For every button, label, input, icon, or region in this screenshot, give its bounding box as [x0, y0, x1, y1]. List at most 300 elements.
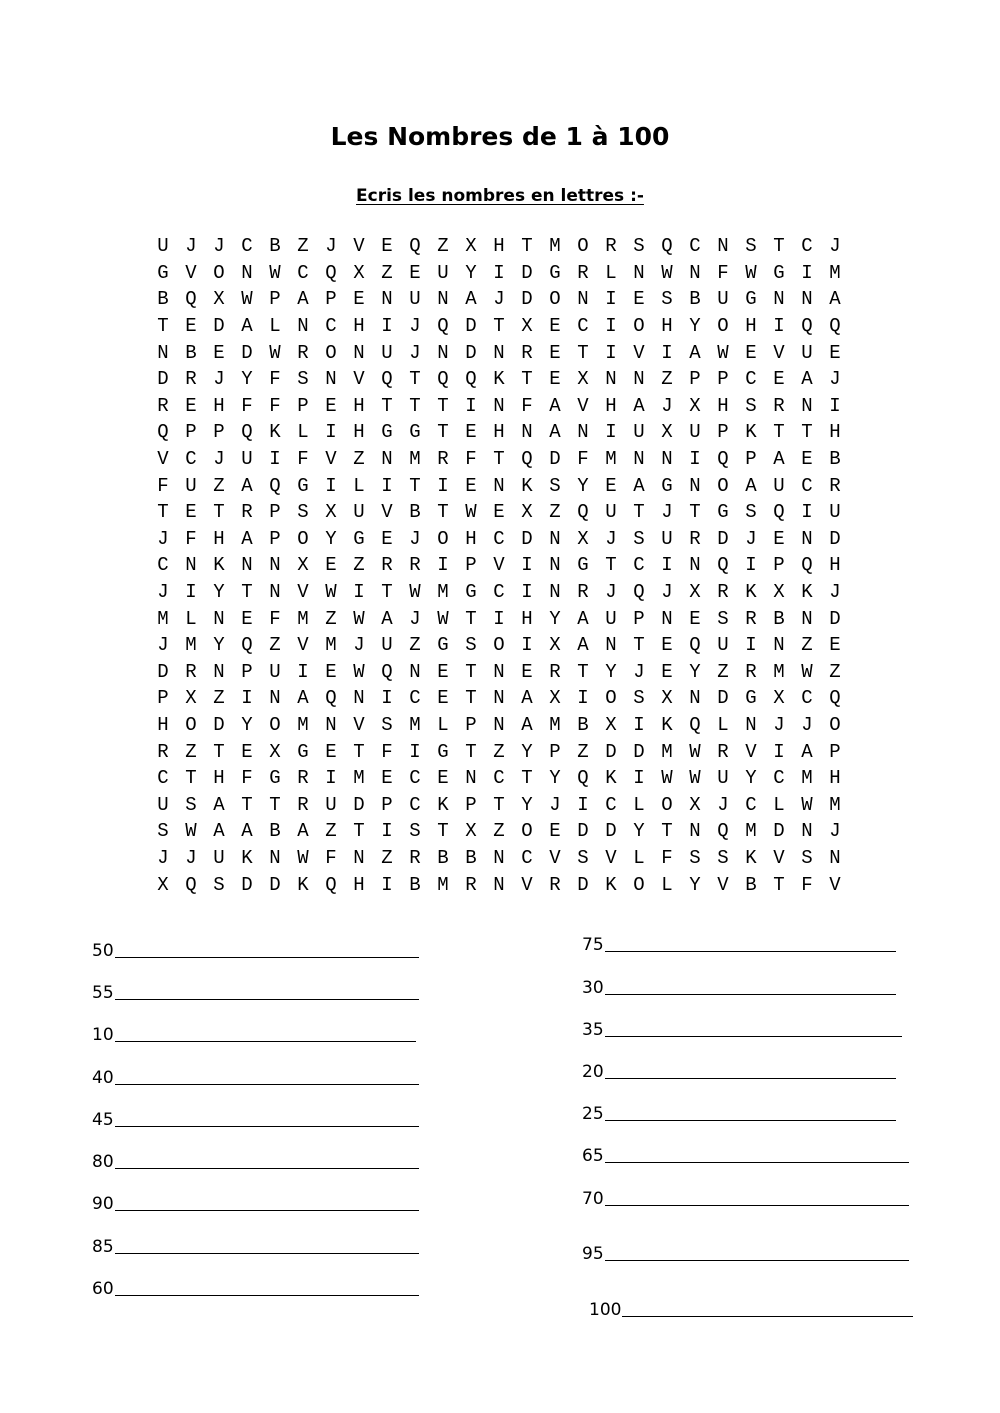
- grid-letter[interactable]: Q: [325, 873, 337, 896]
- grid-letter[interactable]: T: [605, 554, 617, 577]
- grid-letter[interactable]: R: [745, 607, 757, 630]
- grid-letter[interactable]: R: [297, 793, 309, 816]
- grid-letter[interactable]: Q: [829, 687, 841, 710]
- grid-letter[interactable]: Y: [605, 660, 617, 683]
- grid-letter[interactable]: T: [577, 660, 589, 683]
- grid-letter[interactable]: N: [353, 846, 365, 869]
- grid-letter[interactable]: R: [465, 873, 477, 896]
- grid-letter[interactable]: I: [801, 261, 813, 284]
- grid-letter[interactable]: E: [493, 501, 505, 524]
- grid-letter[interactable]: I: [269, 448, 281, 471]
- grid-letter[interactable]: D: [269, 873, 281, 896]
- grid-letter[interactable]: O: [829, 713, 841, 736]
- grid-letter[interactable]: N: [465, 767, 477, 790]
- answer-line[interactable]: [115, 1084, 419, 1085]
- grid-letter[interactable]: N: [773, 634, 785, 657]
- grid-letter[interactable]: G: [745, 288, 757, 311]
- answer-line[interactable]: [605, 994, 896, 995]
- grid-letter[interactable]: D: [213, 315, 225, 338]
- grid-letter[interactable]: N: [521, 421, 533, 444]
- grid-letter[interactable]: V: [549, 846, 561, 869]
- grid-letter[interactable]: I: [633, 713, 645, 736]
- answer-line[interactable]: [605, 1078, 896, 1079]
- grid-letter[interactable]: I: [241, 687, 253, 710]
- grid-letter[interactable]: I: [605, 288, 617, 311]
- grid-letter[interactable]: F: [717, 261, 729, 284]
- grid-letter[interactable]: Q: [717, 554, 729, 577]
- grid-letter[interactable]: E: [549, 820, 561, 843]
- answer-line[interactable]: [605, 951, 896, 952]
- grid-letter[interactable]: R: [157, 740, 169, 763]
- grid-letter[interactable]: K: [493, 368, 505, 391]
- grid-letter[interactable]: P: [465, 793, 477, 816]
- grid-letter[interactable]: S: [381, 713, 393, 736]
- grid-letter[interactable]: G: [297, 474, 309, 497]
- grid-letter[interactable]: N: [493, 687, 505, 710]
- grid-letter[interactable]: A: [465, 288, 477, 311]
- grid-letter[interactable]: E: [409, 261, 421, 284]
- grid-letter[interactable]: K: [605, 767, 617, 790]
- grid-letter[interactable]: A: [577, 634, 589, 657]
- grid-letter[interactable]: T: [801, 421, 813, 444]
- grid-letter[interactable]: C: [745, 368, 757, 391]
- grid-letter[interactable]: Y: [689, 873, 701, 896]
- grid-letter[interactable]: I: [605, 315, 617, 338]
- grid-letter[interactable]: O: [633, 315, 645, 338]
- grid-letter[interactable]: J: [157, 527, 169, 550]
- answer-line[interactable]: [115, 957, 419, 958]
- grid-letter[interactable]: M: [437, 873, 449, 896]
- grid-letter[interactable]: Z: [829, 660, 841, 683]
- grid-letter[interactable]: O: [437, 527, 449, 550]
- grid-letter[interactable]: Z: [353, 554, 365, 577]
- grid-letter[interactable]: J: [213, 235, 225, 258]
- grid-letter[interactable]: F: [185, 527, 197, 550]
- grid-letter[interactable]: S: [577, 846, 589, 869]
- grid-letter[interactable]: C: [185, 448, 197, 471]
- grid-letter[interactable]: J: [633, 660, 645, 683]
- grid-letter[interactable]: F: [577, 448, 589, 471]
- grid-letter[interactable]: N: [605, 368, 617, 391]
- grid-letter[interactable]: C: [241, 235, 253, 258]
- grid-letter[interactable]: B: [829, 448, 841, 471]
- grid-letter[interactable]: T: [689, 501, 701, 524]
- grid-letter[interactable]: D: [717, 687, 729, 710]
- grid-letter[interactable]: I: [661, 554, 673, 577]
- grid-letter[interactable]: U: [717, 767, 729, 790]
- grid-letter[interactable]: Q: [801, 554, 813, 577]
- grid-letter[interactable]: X: [185, 687, 197, 710]
- grid-letter[interactable]: R: [549, 873, 561, 896]
- grid-letter[interactable]: F: [801, 873, 813, 896]
- grid-letter[interactable]: Z: [437, 235, 449, 258]
- grid-letter[interactable]: W: [465, 501, 477, 524]
- grid-letter[interactable]: A: [241, 474, 253, 497]
- grid-letter[interactable]: J: [801, 713, 813, 736]
- grid-letter[interactable]: X: [773, 581, 785, 604]
- grid-letter[interactable]: P: [745, 448, 757, 471]
- grid-letter[interactable]: N: [689, 554, 701, 577]
- grid-letter[interactable]: Z: [661, 368, 673, 391]
- grid-letter[interactable]: N: [801, 288, 813, 311]
- grid-letter[interactable]: T: [157, 501, 169, 524]
- grid-letter[interactable]: T: [269, 793, 281, 816]
- grid-letter[interactable]: H: [829, 554, 841, 577]
- grid-letter[interactable]: S: [745, 235, 757, 258]
- grid-letter[interactable]: S: [213, 873, 225, 896]
- grid-letter[interactable]: N: [661, 607, 673, 630]
- grid-letter[interactable]: U: [605, 501, 617, 524]
- grid-letter[interactable]: F: [269, 368, 281, 391]
- grid-letter[interactable]: I: [829, 394, 841, 417]
- grid-letter[interactable]: C: [409, 793, 421, 816]
- grid-letter[interactable]: N: [437, 341, 449, 364]
- grid-letter[interactable]: X: [773, 687, 785, 710]
- grid-letter[interactable]: U: [409, 288, 421, 311]
- grid-letter[interactable]: A: [801, 368, 813, 391]
- grid-letter[interactable]: U: [325, 793, 337, 816]
- grid-letter[interactable]: T: [213, 501, 225, 524]
- grid-letter[interactable]: Y: [745, 767, 757, 790]
- grid-letter[interactable]: E: [381, 527, 393, 550]
- grid-letter[interactable]: T: [213, 740, 225, 763]
- grid-letter[interactable]: O: [297, 527, 309, 550]
- grid-letter[interactable]: A: [521, 687, 533, 710]
- grid-letter[interactable]: Z: [325, 820, 337, 843]
- grid-letter[interactable]: W: [717, 341, 729, 364]
- grid-letter[interactable]: W: [801, 660, 813, 683]
- grid-letter[interactable]: S: [465, 634, 477, 657]
- grid-letter[interactable]: X: [689, 793, 701, 816]
- grid-letter[interactable]: I: [493, 607, 505, 630]
- grid-letter[interactable]: N: [381, 288, 393, 311]
- grid-letter[interactable]: P: [829, 740, 841, 763]
- grid-letter[interactable]: N: [493, 873, 505, 896]
- grid-letter[interactable]: M: [353, 767, 365, 790]
- grid-letter[interactable]: E: [185, 501, 197, 524]
- grid-letter[interactable]: H: [605, 394, 617, 417]
- grid-letter[interactable]: H: [717, 394, 729, 417]
- grid-letter[interactable]: Q: [829, 315, 841, 338]
- answer-line[interactable]: [605, 1205, 909, 1206]
- grid-letter[interactable]: H: [213, 527, 225, 550]
- grid-letter[interactable]: T: [493, 793, 505, 816]
- grid-letter[interactable]: O: [185, 713, 197, 736]
- grid-letter[interactable]: T: [493, 315, 505, 338]
- grid-letter[interactable]: N: [549, 581, 561, 604]
- grid-letter[interactable]: R: [521, 341, 533, 364]
- grid-letter[interactable]: C: [801, 474, 813, 497]
- grid-letter[interactable]: F: [465, 448, 477, 471]
- grid-letter[interactable]: N: [577, 288, 589, 311]
- grid-letter[interactable]: R: [381, 554, 393, 577]
- grid-letter[interactable]: M: [325, 634, 337, 657]
- grid-letter[interactable]: W: [353, 660, 365, 683]
- grid-letter[interactable]: Q: [689, 713, 701, 736]
- grid-letter[interactable]: C: [493, 527, 505, 550]
- grid-letter[interactable]: E: [465, 421, 477, 444]
- grid-letter[interactable]: I: [325, 421, 337, 444]
- grid-letter[interactable]: C: [297, 261, 309, 284]
- grid-letter[interactable]: Q: [157, 421, 169, 444]
- grid-letter[interactable]: T: [437, 421, 449, 444]
- grid-letter[interactable]: T: [381, 581, 393, 604]
- grid-letter[interactable]: Q: [633, 581, 645, 604]
- grid-letter[interactable]: W: [353, 607, 365, 630]
- grid-letter[interactable]: D: [605, 740, 617, 763]
- grid-letter[interactable]: C: [409, 687, 421, 710]
- grid-letter[interactable]: G: [577, 554, 589, 577]
- grid-letter[interactable]: V: [353, 235, 365, 258]
- grid-letter[interactable]: E: [185, 394, 197, 417]
- grid-letter[interactable]: H: [157, 713, 169, 736]
- grid-letter[interactable]: C: [493, 767, 505, 790]
- grid-letter[interactable]: J: [829, 820, 841, 843]
- grid-letter[interactable]: M: [297, 607, 309, 630]
- grid-letter[interactable]: T: [633, 501, 645, 524]
- grid-letter[interactable]: S: [661, 288, 673, 311]
- grid-letter[interactable]: I: [353, 581, 365, 604]
- grid-letter[interactable]: K: [521, 474, 533, 497]
- grid-letter[interactable]: R: [689, 527, 701, 550]
- grid-letter[interactable]: X: [213, 288, 225, 311]
- grid-letter[interactable]: R: [605, 235, 617, 258]
- grid-letter[interactable]: Y: [549, 767, 561, 790]
- grid-letter[interactable]: U: [829, 501, 841, 524]
- grid-letter[interactable]: E: [325, 740, 337, 763]
- grid-letter[interactable]: T: [521, 368, 533, 391]
- grid-letter[interactable]: Q: [689, 634, 701, 657]
- grid-letter[interactable]: O: [633, 873, 645, 896]
- grid-letter[interactable]: O: [605, 687, 617, 710]
- grid-letter[interactable]: M: [801, 767, 813, 790]
- grid-letter[interactable]: S: [549, 474, 561, 497]
- grid-letter[interactable]: D: [577, 873, 589, 896]
- grid-letter[interactable]: Z: [185, 740, 197, 763]
- grid-letter[interactable]: N: [493, 713, 505, 736]
- grid-letter[interactable]: R: [717, 740, 729, 763]
- grid-letter[interactable]: Q: [241, 634, 253, 657]
- grid-letter[interactable]: J: [409, 527, 421, 550]
- grid-letter[interactable]: V: [577, 394, 589, 417]
- grid-letter[interactable]: W: [689, 767, 701, 790]
- grid-letter[interactable]: S: [297, 368, 309, 391]
- grid-letter[interactable]: W: [325, 581, 337, 604]
- grid-letter[interactable]: N: [717, 235, 729, 258]
- grid-letter[interactable]: V: [185, 261, 197, 284]
- grid-letter[interactable]: I: [605, 421, 617, 444]
- grid-letter[interactable]: N: [269, 554, 281, 577]
- grid-letter[interactable]: U: [717, 288, 729, 311]
- grid-letter[interactable]: V: [829, 873, 841, 896]
- grid-letter[interactable]: K: [213, 554, 225, 577]
- grid-letter[interactable]: U: [381, 341, 393, 364]
- grid-letter[interactable]: U: [269, 660, 281, 683]
- grid-letter[interactable]: E: [353, 288, 365, 311]
- grid-letter[interactable]: N: [213, 607, 225, 630]
- grid-letter[interactable]: F: [381, 740, 393, 763]
- grid-letter[interactable]: E: [213, 341, 225, 364]
- grid-letter[interactable]: R: [773, 394, 785, 417]
- grid-letter[interactable]: H: [493, 235, 505, 258]
- grid-letter[interactable]: K: [801, 581, 813, 604]
- grid-letter[interactable]: T: [633, 634, 645, 657]
- grid-letter[interactable]: N: [241, 554, 253, 577]
- grid-letter[interactable]: C: [325, 315, 337, 338]
- grid-letter[interactable]: N: [577, 421, 589, 444]
- grid-letter[interactable]: I: [381, 315, 393, 338]
- grid-letter[interactable]: B: [185, 341, 197, 364]
- grid-letter[interactable]: X: [269, 740, 281, 763]
- grid-letter[interactable]: O: [717, 315, 729, 338]
- grid-letter[interactable]: W: [661, 767, 673, 790]
- grid-letter[interactable]: E: [381, 235, 393, 258]
- grid-letter[interactable]: X: [521, 315, 533, 338]
- grid-letter[interactable]: T: [773, 235, 785, 258]
- grid-letter[interactable]: N: [325, 713, 337, 736]
- grid-letter[interactable]: N: [689, 820, 701, 843]
- grid-letter[interactable]: R: [437, 448, 449, 471]
- grid-letter[interactable]: D: [521, 261, 533, 284]
- grid-letter[interactable]: A: [297, 288, 309, 311]
- grid-letter[interactable]: V: [605, 846, 617, 869]
- grid-letter[interactable]: N: [633, 368, 645, 391]
- grid-letter[interactable]: U: [241, 448, 253, 471]
- grid-letter[interactable]: T: [773, 873, 785, 896]
- grid-letter[interactable]: A: [829, 288, 841, 311]
- grid-letter[interactable]: C: [577, 315, 589, 338]
- grid-letter[interactable]: V: [717, 873, 729, 896]
- grid-letter[interactable]: B: [773, 607, 785, 630]
- answer-line[interactable]: [115, 1126, 419, 1127]
- grid-letter[interactable]: J: [157, 581, 169, 604]
- grid-letter[interactable]: Q: [381, 660, 393, 683]
- grid-letter[interactable]: E: [605, 474, 617, 497]
- grid-letter[interactable]: J: [829, 235, 841, 258]
- grid-letter[interactable]: T: [521, 235, 533, 258]
- grid-letter[interactable]: Q: [521, 448, 533, 471]
- grid-letter[interactable]: E: [437, 767, 449, 790]
- grid-letter[interactable]: X: [465, 235, 477, 258]
- answer-line[interactable]: [622, 1316, 913, 1317]
- grid-letter[interactable]: J: [493, 288, 505, 311]
- grid-letter[interactable]: E: [745, 341, 757, 364]
- grid-letter[interactable]: N: [801, 820, 813, 843]
- grid-letter[interactable]: T: [353, 820, 365, 843]
- grid-letter[interactable]: R: [829, 474, 841, 497]
- grid-letter[interactable]: R: [185, 368, 197, 391]
- grid-letter[interactable]: Q: [801, 315, 813, 338]
- grid-letter[interactable]: R: [409, 554, 421, 577]
- grid-letter[interactable]: D: [465, 341, 477, 364]
- grid-letter[interactable]: I: [633, 767, 645, 790]
- grid-letter[interactable]: E: [465, 474, 477, 497]
- grid-letter[interactable]: D: [157, 368, 169, 391]
- grid-letter[interactable]: T: [493, 448, 505, 471]
- grid-letter[interactable]: E: [633, 288, 645, 311]
- grid-letter[interactable]: X: [157, 873, 169, 896]
- grid-letter[interactable]: R: [409, 846, 421, 869]
- grid-letter[interactable]: O: [521, 820, 533, 843]
- grid-letter[interactable]: D: [829, 607, 841, 630]
- grid-letter[interactable]: F: [241, 394, 253, 417]
- grid-letter[interactable]: V: [381, 501, 393, 524]
- grid-letter[interactable]: E: [185, 315, 197, 338]
- grid-letter[interactable]: C: [689, 235, 701, 258]
- grid-letter[interactable]: B: [465, 846, 477, 869]
- grid-letter[interactable]: F: [269, 394, 281, 417]
- grid-letter[interactable]: T: [437, 820, 449, 843]
- grid-letter[interactable]: I: [325, 767, 337, 790]
- grid-letter[interactable]: S: [409, 820, 421, 843]
- grid-letter[interactable]: P: [325, 288, 337, 311]
- grid-letter[interactable]: T: [381, 394, 393, 417]
- grid-letter[interactable]: D: [633, 740, 645, 763]
- grid-letter[interactable]: N: [409, 660, 421, 683]
- grid-letter[interactable]: Z: [409, 634, 421, 657]
- grid-letter[interactable]: R: [157, 394, 169, 417]
- grid-letter[interactable]: H: [213, 394, 225, 417]
- grid-letter[interactable]: J: [213, 368, 225, 391]
- grid-letter[interactable]: W: [801, 793, 813, 816]
- grid-letter[interactable]: L: [437, 713, 449, 736]
- grid-letter[interactable]: J: [661, 394, 673, 417]
- grid-letter[interactable]: T: [661, 820, 673, 843]
- answer-line[interactable]: [605, 1036, 902, 1037]
- grid-letter[interactable]: N: [801, 394, 813, 417]
- grid-letter[interactable]: O: [213, 261, 225, 284]
- grid-letter[interactable]: L: [633, 846, 645, 869]
- grid-letter[interactable]: I: [437, 474, 449, 497]
- grid-letter[interactable]: C: [633, 554, 645, 577]
- grid-letter[interactable]: N: [325, 368, 337, 391]
- grid-letter[interactable]: U: [661, 527, 673, 550]
- grid-letter[interactable]: S: [157, 820, 169, 843]
- grid-letter[interactable]: B: [577, 713, 589, 736]
- grid-letter[interactable]: T: [157, 315, 169, 338]
- grid-letter[interactable]: B: [157, 288, 169, 311]
- grid-letter[interactable]: I: [521, 634, 533, 657]
- grid-letter[interactable]: J: [549, 793, 561, 816]
- grid-letter[interactable]: P: [689, 368, 701, 391]
- grid-letter[interactable]: N: [633, 448, 645, 471]
- grid-letter[interactable]: D: [829, 527, 841, 550]
- grid-letter[interactable]: T: [521, 767, 533, 790]
- grid-letter[interactable]: A: [297, 820, 309, 843]
- grid-letter[interactable]: I: [297, 660, 309, 683]
- grid-letter[interactable]: I: [605, 341, 617, 364]
- grid-letter[interactable]: I: [381, 873, 393, 896]
- grid-letter[interactable]: X: [661, 421, 673, 444]
- grid-letter[interactable]: V: [157, 448, 169, 471]
- grid-letter[interactable]: I: [661, 341, 673, 364]
- grid-letter[interactable]: W: [269, 341, 281, 364]
- grid-letter[interactable]: W: [745, 261, 757, 284]
- grid-letter[interactable]: Z: [549, 501, 561, 524]
- grid-letter[interactable]: X: [297, 554, 309, 577]
- grid-letter[interactable]: N: [689, 261, 701, 284]
- grid-letter[interactable]: Z: [493, 820, 505, 843]
- grid-letter[interactable]: H: [521, 607, 533, 630]
- grid-letter[interactable]: X: [689, 581, 701, 604]
- grid-letter[interactable]: G: [745, 687, 757, 710]
- grid-letter[interactable]: Y: [521, 740, 533, 763]
- grid-letter[interactable]: X: [549, 687, 561, 710]
- grid-letter[interactable]: U: [717, 634, 729, 657]
- grid-letter[interactable]: Y: [241, 713, 253, 736]
- grid-letter[interactable]: O: [577, 235, 589, 258]
- grid-letter[interactable]: P: [549, 740, 561, 763]
